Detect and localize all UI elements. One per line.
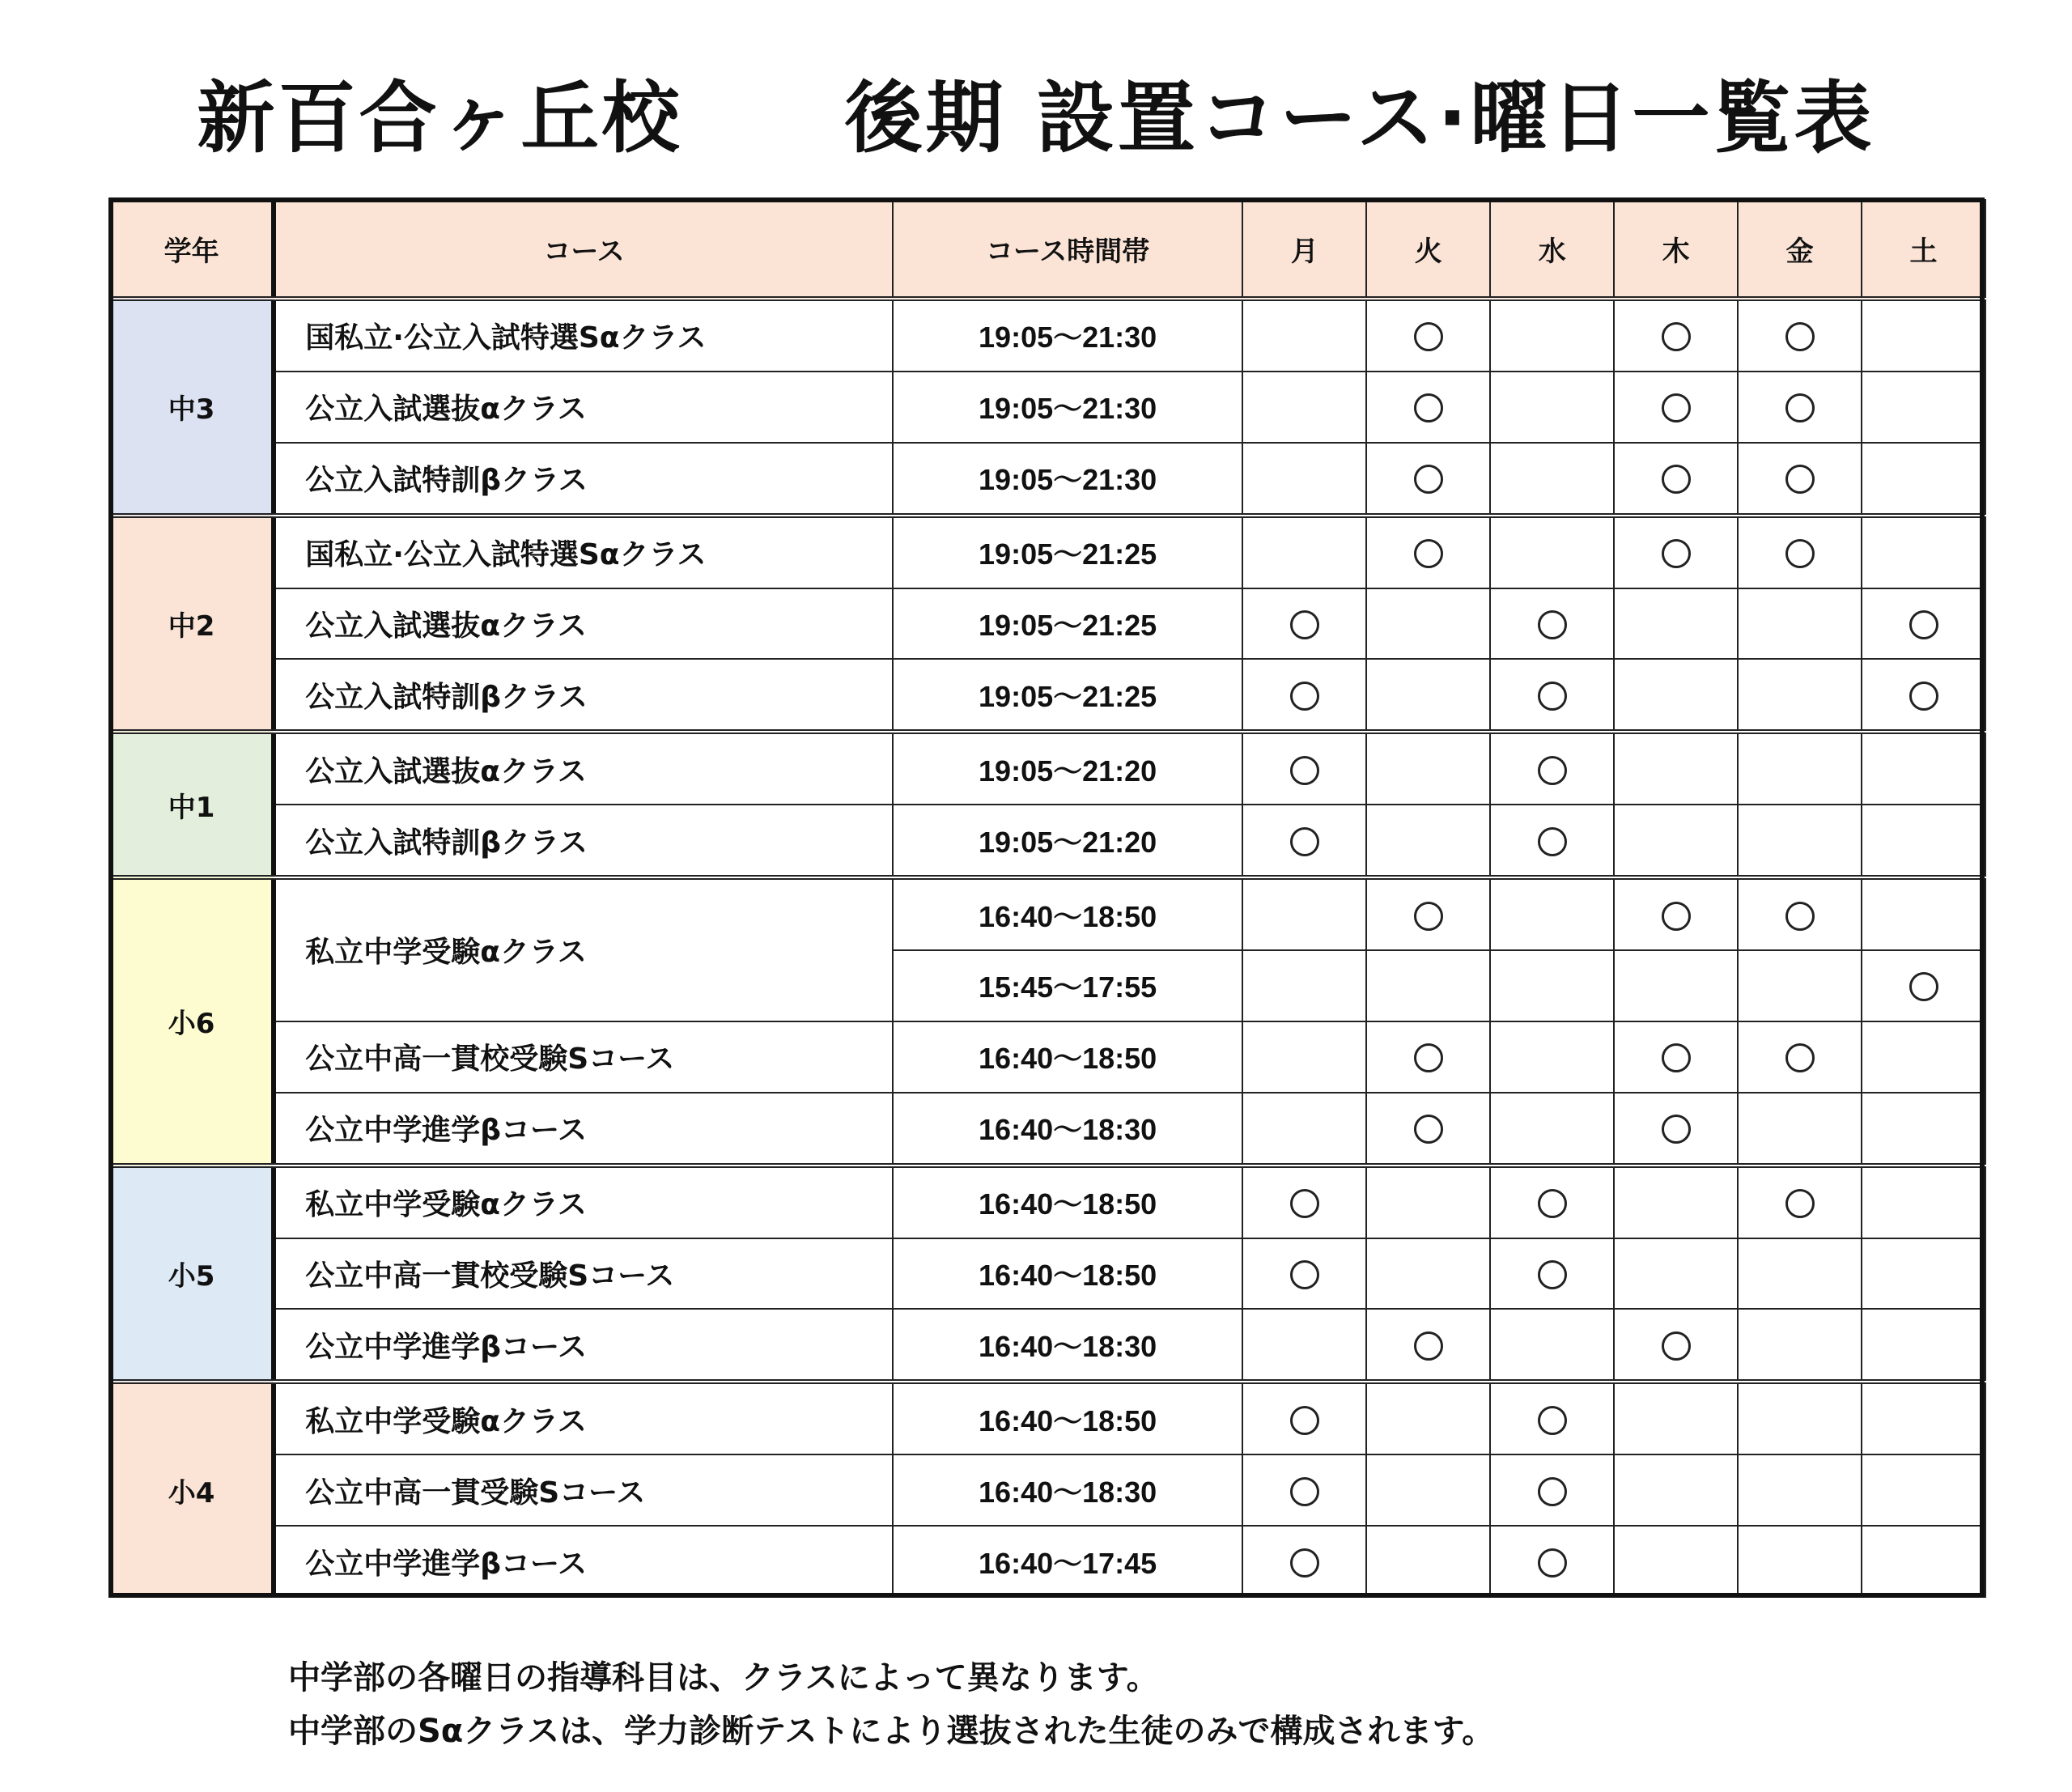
circle-mark-icon xyxy=(1662,1331,1691,1361)
time-cell: 16:40～18:50 xyxy=(893,877,1243,950)
circle-mark-icon xyxy=(1662,902,1691,931)
time-cell: 19:05～21:20 xyxy=(893,732,1243,805)
circle-mark-icon xyxy=(1414,393,1443,423)
day-cell xyxy=(1490,1093,1614,1166)
day-cell xyxy=(1242,732,1366,805)
circle-mark-icon xyxy=(1662,465,1691,494)
circle-mark-icon xyxy=(1785,393,1815,423)
day-cell xyxy=(1242,877,1366,950)
day-cell xyxy=(1242,443,1366,516)
day-cell xyxy=(1366,588,1490,660)
day-cell xyxy=(1614,1526,1738,1597)
day-cell xyxy=(1490,443,1614,516)
circle-mark-icon xyxy=(1538,827,1567,856)
header-grade: 学年 xyxy=(111,200,274,299)
day-cell xyxy=(1862,659,1985,732)
time-cell: 16:40～18:30 xyxy=(893,1093,1243,1166)
day-cell xyxy=(1738,805,1862,877)
day-cell xyxy=(1862,443,1985,516)
day-cell xyxy=(1490,1526,1614,1597)
circle-mark-icon xyxy=(1290,1260,1319,1289)
day-cell xyxy=(1490,372,1614,443)
day-cell xyxy=(1738,299,1862,372)
day-cell xyxy=(1738,588,1862,660)
day-cell xyxy=(1366,950,1490,1021)
note-line: 中学部のSαクラスは、学力診断テストにより選抜された生徒のみで構成されます。 xyxy=(288,1713,1495,1750)
day-cell xyxy=(1242,1309,1366,1382)
day-cell xyxy=(1366,1021,1490,1093)
day-cell xyxy=(1366,1454,1490,1526)
day-cell xyxy=(1614,1093,1738,1166)
day-cell xyxy=(1614,877,1738,950)
circle-mark-icon xyxy=(1909,682,1938,711)
day-cell xyxy=(1366,299,1490,372)
grade-cell: 中2 xyxy=(111,516,274,733)
time-cell: 16:40～18:30 xyxy=(893,1309,1243,1382)
day-cell xyxy=(1366,443,1490,516)
time-cell: 16:40～18:50 xyxy=(893,1021,1243,1093)
day-cell xyxy=(1242,1382,1366,1454)
circle-mark-icon xyxy=(1290,827,1319,856)
day-cell xyxy=(1614,1454,1738,1526)
day-cell xyxy=(1738,732,1862,805)
day-cell xyxy=(1242,1526,1366,1597)
time-cell: 16:40～17:45 xyxy=(893,1526,1243,1597)
day-cell xyxy=(1862,732,1985,805)
time-cell: 19:05～21:25 xyxy=(893,516,1243,588)
header-day-mon: 月 xyxy=(1242,200,1366,299)
day-cell xyxy=(1366,659,1490,732)
day-cell xyxy=(1490,950,1614,1021)
header-row xyxy=(111,200,1985,299)
day-cell xyxy=(1862,1526,1985,1597)
time-cell: 19:05～21:30 xyxy=(893,443,1243,516)
day-cell xyxy=(1614,732,1738,805)
day-cell xyxy=(1366,732,1490,805)
time-cell: 16:40～18:30 xyxy=(893,1454,1243,1526)
circle-mark-icon xyxy=(1662,393,1691,423)
day-cell xyxy=(1242,588,1366,660)
day-cell xyxy=(1738,443,1862,516)
day-cell xyxy=(1738,659,1862,732)
table-row xyxy=(111,732,1985,805)
circle-mark-icon xyxy=(1538,682,1567,711)
day-cell xyxy=(1490,1166,1614,1238)
grade-cell: 小5 xyxy=(111,1166,274,1382)
day-cell xyxy=(1490,588,1614,660)
table-row xyxy=(111,1093,1985,1166)
day-cell xyxy=(1242,1021,1366,1093)
header-course: コース xyxy=(274,200,893,299)
course-cell: 国私立·公立入試特選Sαクラス xyxy=(274,516,893,588)
course-cell: 公立入試特訓βクラス xyxy=(274,659,893,732)
time-cell: 19:05～21:25 xyxy=(893,659,1243,732)
table-row xyxy=(111,805,1985,877)
day-cell xyxy=(1490,732,1614,805)
time-cell: 19:05～21:25 xyxy=(893,588,1243,660)
time-cell: 19:05～21:30 xyxy=(893,299,1243,372)
day-cell xyxy=(1366,877,1490,950)
day-cell xyxy=(1614,1382,1738,1454)
circle-mark-icon xyxy=(1662,1043,1691,1072)
circle-mark-icon xyxy=(1909,972,1938,1001)
circle-mark-icon xyxy=(1414,465,1443,494)
day-cell xyxy=(1614,1021,1738,1093)
table-row xyxy=(111,1238,1985,1310)
day-cell xyxy=(1366,1166,1490,1238)
course-cell: 公立入試選抜αクラス xyxy=(274,372,893,443)
time-cell: 16:40～18:50 xyxy=(893,1238,1243,1310)
day-cell xyxy=(1242,659,1366,732)
time-cell: 16:40～18:50 xyxy=(893,1166,1243,1238)
table-row xyxy=(111,1166,1985,1238)
table-row xyxy=(111,1309,1985,1382)
circle-mark-icon xyxy=(1785,902,1815,931)
day-cell xyxy=(1862,1454,1985,1526)
day-cell xyxy=(1738,1021,1862,1093)
day-cell xyxy=(1738,372,1862,443)
day-cell xyxy=(1242,1454,1366,1526)
circle-mark-icon xyxy=(1662,539,1691,568)
day-cell xyxy=(1614,1166,1738,1238)
day-cell xyxy=(1862,1021,1985,1093)
day-cell xyxy=(1490,805,1614,877)
day-cell xyxy=(1614,588,1738,660)
grade-cell: 小6 xyxy=(111,877,274,1166)
table-row xyxy=(111,443,1985,516)
header-day-sat: 土 xyxy=(1862,200,1985,299)
day-cell xyxy=(1366,372,1490,443)
day-cell xyxy=(1490,1309,1614,1382)
day-cell xyxy=(1862,877,1985,950)
day-cell xyxy=(1242,372,1366,443)
day-cell xyxy=(1490,516,1614,588)
table-row xyxy=(111,299,1985,372)
day-cell xyxy=(1862,1382,1985,1454)
day-cell xyxy=(1738,1382,1862,1454)
circle-mark-icon xyxy=(1538,756,1567,785)
grade-cell: 中1 xyxy=(111,732,274,877)
header-day-wed: 水 xyxy=(1490,200,1614,299)
course-cell: 公立中高一貫校受験Sコース xyxy=(274,1238,893,1310)
circle-mark-icon xyxy=(1414,902,1443,931)
circle-mark-icon xyxy=(1538,1406,1567,1435)
time-cell: 15:45～17:55 xyxy=(893,950,1243,1021)
day-cell xyxy=(1862,1166,1985,1238)
circle-mark-icon xyxy=(1290,682,1319,711)
circle-mark-icon xyxy=(1290,756,1319,785)
day-cell xyxy=(1862,372,1985,443)
circle-mark-icon xyxy=(1785,322,1815,351)
day-cell xyxy=(1242,1238,1366,1310)
table-row xyxy=(111,1526,1985,1597)
notes xyxy=(288,1651,1494,1758)
circle-mark-icon xyxy=(1538,610,1567,639)
day-cell xyxy=(1490,659,1614,732)
time-cell: 19:05～21:30 xyxy=(893,372,1243,443)
course-cell: 公立中高一貫受験Sコース xyxy=(274,1454,893,1526)
course-cell: 公立中学進学βコース xyxy=(274,1309,893,1382)
day-cell xyxy=(1862,588,1985,660)
day-cell xyxy=(1738,1526,1862,1597)
course-cell: 公立入試選抜αクラス xyxy=(274,588,893,660)
table-row xyxy=(111,516,1985,588)
day-cell xyxy=(1862,1093,1985,1166)
circle-mark-icon xyxy=(1538,1189,1567,1218)
circle-mark-icon xyxy=(1785,539,1815,568)
day-cell xyxy=(1490,877,1614,950)
day-cell xyxy=(1490,1454,1614,1526)
day-cell xyxy=(1242,950,1366,1021)
day-cell xyxy=(1242,1093,1366,1166)
table-row xyxy=(111,659,1985,732)
circle-mark-icon xyxy=(1414,1115,1443,1144)
day-cell xyxy=(1242,1166,1366,1238)
day-cell xyxy=(1366,1526,1490,1597)
day-cell xyxy=(1738,1454,1862,1526)
day-cell xyxy=(1738,1093,1862,1166)
schedule-table xyxy=(110,199,1986,1598)
day-cell xyxy=(1614,299,1738,372)
day-cell xyxy=(1366,1309,1490,1382)
table-row xyxy=(111,877,1985,950)
course-cell: 公立中高一貫校受験Sコース xyxy=(274,1021,893,1093)
circle-mark-icon xyxy=(1290,1548,1319,1578)
circle-mark-icon xyxy=(1414,322,1443,351)
circle-mark-icon xyxy=(1290,1189,1319,1218)
circle-mark-icon xyxy=(1290,1406,1319,1435)
page-title: 新百合ヶ丘校 後期 設置コース·曜日一覧表 xyxy=(197,73,1875,163)
day-cell xyxy=(1490,1021,1614,1093)
day-cell xyxy=(1490,299,1614,372)
grade-cell: 中3 xyxy=(111,299,274,516)
day-cell xyxy=(1366,516,1490,588)
course-cell: 公立中学進学βコース xyxy=(274,1093,893,1166)
day-cell xyxy=(1366,1238,1490,1310)
circle-mark-icon xyxy=(1538,1260,1567,1289)
circle-mark-icon xyxy=(1909,610,1938,639)
day-cell xyxy=(1862,299,1985,372)
circle-mark-icon xyxy=(1662,1115,1691,1144)
day-cell xyxy=(1614,516,1738,588)
circle-mark-icon xyxy=(1538,1548,1567,1578)
day-cell xyxy=(1738,1309,1862,1382)
day-cell xyxy=(1614,950,1738,1021)
course-cell: 私立中学受験αクラス xyxy=(274,1166,893,1238)
day-cell xyxy=(1366,805,1490,877)
day-cell xyxy=(1614,1238,1738,1310)
day-cell xyxy=(1862,1238,1985,1310)
course-cell: 公立入試選抜αクラス xyxy=(274,732,893,805)
circle-mark-icon xyxy=(1414,1331,1443,1361)
day-cell xyxy=(1614,805,1738,877)
day-cell xyxy=(1862,805,1985,877)
day-cell xyxy=(1738,950,1862,1021)
table-row xyxy=(111,1454,1985,1526)
time-cell: 19:05～21:20 xyxy=(893,805,1243,877)
circle-mark-icon xyxy=(1785,465,1815,494)
circle-mark-icon xyxy=(1414,1043,1443,1072)
day-cell xyxy=(1862,1309,1985,1382)
day-cell xyxy=(1738,877,1862,950)
header-day-thu: 木 xyxy=(1614,200,1738,299)
table-row xyxy=(111,1021,1985,1093)
table-row xyxy=(111,588,1985,660)
day-cell xyxy=(1242,516,1366,588)
circle-mark-icon xyxy=(1785,1189,1815,1218)
course-cell: 私立中学受験αクラス xyxy=(274,877,893,1021)
day-cell xyxy=(1614,443,1738,516)
day-cell xyxy=(1366,1382,1490,1454)
circle-mark-icon xyxy=(1662,322,1691,351)
day-cell xyxy=(1614,1309,1738,1382)
day-cell xyxy=(1862,516,1985,588)
table-row xyxy=(111,1382,1985,1454)
day-cell xyxy=(1614,372,1738,443)
course-cell: 私立中学受験αクラス xyxy=(274,1382,893,1454)
day-cell xyxy=(1738,1166,1862,1238)
day-cell xyxy=(1862,950,1985,1021)
circle-mark-icon xyxy=(1414,539,1443,568)
day-cell xyxy=(1738,516,1862,588)
circle-mark-icon xyxy=(1290,610,1319,639)
day-cell xyxy=(1366,1093,1490,1166)
time-cell: 16:40～18:50 xyxy=(893,1382,1243,1454)
day-cell xyxy=(1738,1238,1862,1310)
header-day-fri: 金 xyxy=(1738,200,1862,299)
table-row xyxy=(111,372,1985,443)
course-cell: 国私立·公立入試特選Sαクラス xyxy=(274,299,893,372)
day-cell xyxy=(1490,1238,1614,1310)
day-cell xyxy=(1614,659,1738,732)
header-time: コース時間帯 xyxy=(893,200,1243,299)
circle-mark-icon xyxy=(1538,1477,1567,1506)
day-cell xyxy=(1490,1382,1614,1454)
course-cell: 公立入試特訓βクラス xyxy=(274,443,893,516)
grade-cell: 小4 xyxy=(111,1382,274,1597)
circle-mark-icon xyxy=(1290,1477,1319,1506)
day-cell xyxy=(1242,299,1366,372)
note-line: 中学部の各曜日の指導科目は、クラスによって異なります。 xyxy=(288,1659,1159,1696)
circle-mark-icon xyxy=(1785,1043,1815,1072)
header-day-tue: 火 xyxy=(1366,200,1490,299)
day-cell xyxy=(1242,805,1366,877)
course-cell: 公立入試特訓βクラス xyxy=(274,805,893,877)
course-cell: 公立中学進学βコース xyxy=(274,1526,893,1597)
